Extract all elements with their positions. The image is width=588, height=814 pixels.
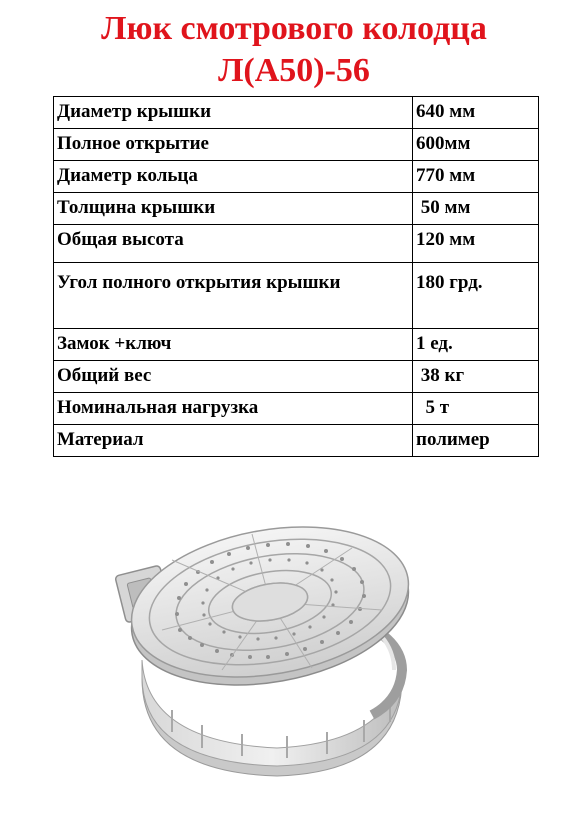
spec-value: 600мм [413,129,539,161]
spec-label: Номинальная нагрузка [54,393,413,425]
specifications-table [53,96,539,457]
spec-label: Замок +ключ [54,329,413,361]
spec-row [54,393,539,425]
spec-row [54,361,539,393]
spec-value: 640 мм [413,97,539,129]
spec-value: 38 кг [413,361,539,393]
spec-row [54,225,539,263]
title-line-1: Люк смотрового колодца [101,10,487,47]
spec-value: полимер [413,425,539,457]
spec-label: Угол полного открытия крышки [54,263,413,329]
spec-value: 770 мм [413,161,539,193]
spec-row [54,161,539,193]
spec-value: 5 т [413,393,539,425]
spec-value: 1 ед. [413,329,539,361]
manhole-cover-icon [102,510,442,780]
spec-value: 50 мм [413,193,539,225]
spec-label: Общий вес [54,361,413,393]
spec-value: 180 грд. [413,263,539,329]
spec-label: Общая высота [54,225,413,263]
spec-row [54,129,539,161]
spec-label: Материал [54,425,413,457]
spec-label: Полное открытие [54,129,413,161]
spec-label: Диаметр крышки [54,97,413,129]
page-title [0,8,588,92]
spec-label: Диаметр кольца [54,161,413,193]
spec-row [54,97,539,129]
spec-row [54,425,539,457]
spec-label: Толщина крышки [54,193,413,225]
spec-row [54,329,539,361]
spec-value: 120 мм [413,225,539,263]
title-line-2: Л(А50)-56 [218,52,370,89]
product-photo [102,510,442,785]
spec-row [54,193,539,225]
spec-row [54,263,539,329]
